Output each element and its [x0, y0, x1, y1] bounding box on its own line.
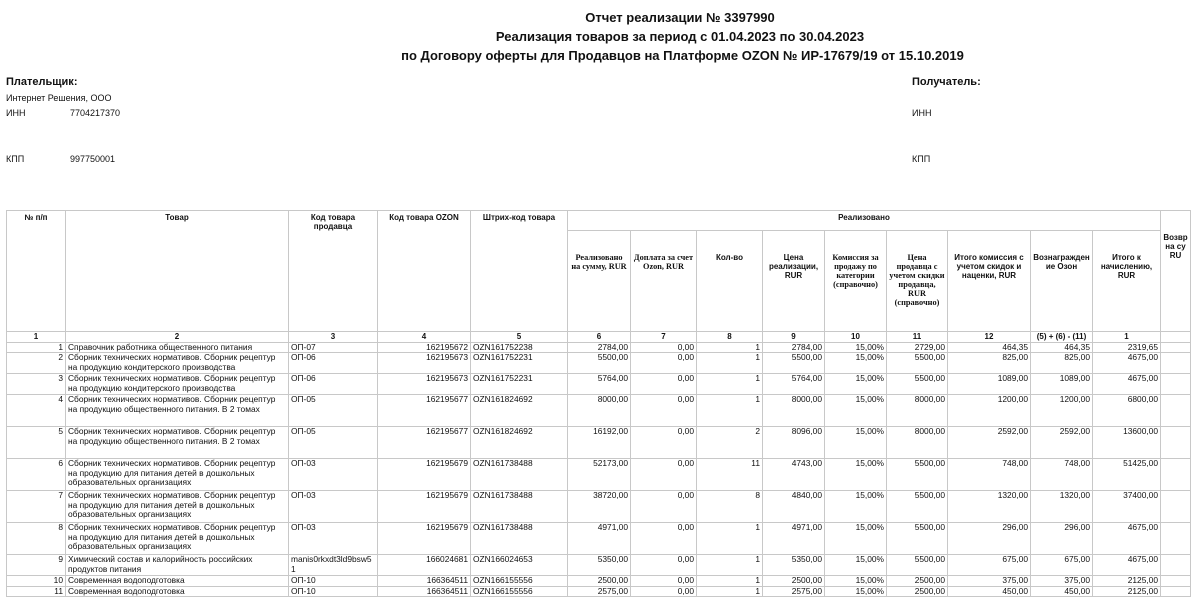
cell-n: 9	[7, 555, 66, 576]
table-row	[7, 459, 1191, 491]
table-row	[7, 491, 1191, 523]
cell-price: 4840,00	[763, 491, 825, 523]
col-number: 2	[66, 332, 289, 343]
cell-price: 8096,00	[763, 427, 825, 459]
report-title	[0, 8, 1200, 65]
cell-n: 7	[7, 491, 66, 523]
col-number: 9	[763, 332, 825, 343]
header-returned: Возвр на су RU	[1161, 211, 1191, 332]
cell-extra: 0,00	[631, 374, 697, 395]
cell-returned	[1161, 576, 1191, 587]
col-number: 10	[825, 332, 887, 343]
cell-qty: 1	[697, 555, 763, 576]
cell-barcode: OZN166024653	[471, 555, 568, 576]
cell-sprice: 8000,00	[887, 427, 948, 459]
cell-total: 4675,00	[1093, 523, 1161, 555]
header-total-commission: Итого комиссия с учетом скидок и наценки, RUR	[948, 231, 1031, 332]
cell-reward: 450,00	[1031, 586, 1093, 597]
cell-seller: ОП-10	[289, 576, 378, 587]
cell-n: 1	[7, 342, 66, 353]
cell-returned	[1161, 374, 1191, 395]
table-row	[7, 523, 1191, 555]
cell-tcomm: 296,00	[948, 523, 1031, 555]
cell-qty: 2	[697, 427, 763, 459]
cell-qty: 11	[697, 459, 763, 491]
cell-extra: 0,00	[631, 395, 697, 427]
cell-comm: 15,00%	[825, 427, 887, 459]
header-realized: Реализовано	[568, 211, 1161, 231]
cell-product: Сборник технических нормативов. Сборник рецептур на продукцию общественного питания. В 2 томах	[66, 427, 289, 459]
cell-qty: 1	[697, 395, 763, 427]
recipient-label: Получатель:	[912, 76, 981, 88]
cell-reward: 1089,00	[1031, 374, 1093, 395]
cell-n: 8	[7, 523, 66, 555]
cell-n: 10	[7, 576, 66, 587]
header-barcode: Штрих-код товара	[471, 211, 568, 332]
cell-reward: 296,00	[1031, 523, 1093, 555]
payer-label: Плательщик:	[6, 76, 78, 88]
col-number	[1161, 332, 1191, 343]
table-row	[7, 374, 1191, 395]
cell-qty: 1	[697, 523, 763, 555]
cell-reward: 464,35	[1031, 342, 1093, 353]
cell-extra: 0,00	[631, 342, 697, 353]
cell-tcomm: 1200,00	[948, 395, 1031, 427]
table-row	[7, 555, 1191, 576]
payer-inn-label: ИНН	[6, 108, 26, 118]
col-number: 11	[887, 332, 948, 343]
cell-tcomm: 2592,00	[948, 427, 1031, 459]
table-row	[7, 395, 1191, 427]
cell-tcomm: 1320,00	[948, 491, 1031, 523]
cell-seller: ОП-05	[289, 427, 378, 459]
header-ozon-extra: Доплата за счет Ozon, RUR	[631, 231, 697, 332]
cell-reward: 375,00	[1031, 576, 1093, 587]
col-number: 3	[289, 332, 378, 343]
cell-ozon: 162195679	[378, 523, 471, 555]
col-number: 8	[697, 332, 763, 343]
cell-returned	[1161, 342, 1191, 353]
cell-product: Сборник технических нормативов. Сборник рецептур на продукцию для питания детей в дошкольных образовательных организациях	[66, 523, 289, 555]
cell-comm: 15,00%	[825, 586, 887, 597]
cell-qty: 1	[697, 576, 763, 587]
header-product: Товар	[66, 211, 289, 332]
title-line-1: Отчет реализации № 3397990	[585, 10, 775, 25]
cell-comm: 15,00%	[825, 555, 887, 576]
cell-total: 51425,00	[1093, 459, 1161, 491]
cell-total: 2125,00	[1093, 576, 1161, 587]
cell-n: 3	[7, 374, 66, 395]
table-row	[7, 342, 1191, 353]
cell-product: Справочник работника общественного питания	[66, 342, 289, 353]
cell-price: 4971,00	[763, 523, 825, 555]
cell-sum: 38720,00	[568, 491, 631, 523]
cell-sprice: 5500,00	[887, 491, 948, 523]
cell-price: 2500,00	[763, 576, 825, 587]
cell-comm: 15,00%	[825, 353, 887, 374]
cell-reward: 1200,00	[1031, 395, 1093, 427]
cell-n: 4	[7, 395, 66, 427]
cell-reward: 825,00	[1031, 353, 1093, 374]
cell-sprice: 2500,00	[887, 576, 948, 587]
col-number: 1	[7, 332, 66, 343]
cell-price: 5350,00	[763, 555, 825, 576]
cell-product: Химический состав и калорийность российских продуктов питания	[66, 555, 289, 576]
cell-product: Современная водоподготовка	[66, 586, 289, 597]
payer-name: Интернет Решения, ООО	[6, 93, 112, 103]
cell-tcomm: 375,00	[948, 576, 1031, 587]
cell-total: 4675,00	[1093, 555, 1161, 576]
cell-extra: 0,00	[631, 523, 697, 555]
cell-sum: 2575,00	[568, 586, 631, 597]
cell-barcode: OZN161752231	[471, 353, 568, 374]
cell-product: Сборник технических нормативов. Сборник рецептур на продукцию кондитерского производства	[66, 353, 289, 374]
col-number: 12	[948, 332, 1031, 343]
cell-tcomm: 675,00	[948, 555, 1031, 576]
cell-returned	[1161, 555, 1191, 576]
cell-price: 5764,00	[763, 374, 825, 395]
table-row	[7, 576, 1191, 587]
cell-barcode: OZN161824692	[471, 395, 568, 427]
payer-kpp-label: КПП	[6, 154, 25, 164]
cell-price: 2784,00	[763, 342, 825, 353]
cell-barcode: OZN166155556	[471, 586, 568, 597]
recipient-inn-label: ИНН	[912, 108, 932, 118]
cell-extra: 0,00	[631, 555, 697, 576]
col-number: 4	[378, 332, 471, 343]
header-ozon-reward: Вознагражден ие Озон	[1031, 231, 1093, 332]
cell-returned	[1161, 586, 1191, 597]
cell-barcode: OZN161752231	[471, 374, 568, 395]
recipient-kpp-label: КПП	[912, 154, 931, 164]
cell-price: 2575,00	[763, 586, 825, 597]
cell-returned	[1161, 523, 1191, 555]
cell-ozon: 166364511	[378, 576, 471, 587]
cell-reward: 675,00	[1031, 555, 1093, 576]
cell-product: Сборник технических нормативов. Сборник рецептур на продукцию для питания детей в дошкольных образовательных организациях	[66, 491, 289, 523]
col-number: 6	[568, 332, 631, 343]
table-row	[7, 586, 1191, 597]
table-body	[7, 342, 1191, 597]
cell-price: 8000,00	[763, 395, 825, 427]
cell-seller: ОП-10	[289, 586, 378, 597]
title-line-3: по Договору оферты для Продавцов на Платформе OZON № ИР-17679/19 от 15.10.2019	[401, 48, 964, 63]
cell-sprice: 5500,00	[887, 374, 948, 395]
cell-seller: ОП-03	[289, 491, 378, 523]
cell-reward: 2592,00	[1031, 427, 1093, 459]
table-header-group	[7, 211, 1191, 231]
cell-tcomm: 748,00	[948, 459, 1031, 491]
cell-barcode: OZN161738488	[471, 523, 568, 555]
col-number: (5) + (6) - (11)	[1031, 332, 1093, 343]
cell-sprice: 5500,00	[887, 353, 948, 374]
header-seller-price: Цена продавца с учетом скидки продавца, RUR (справочно)	[887, 231, 948, 332]
title-line-2: Реализация товаров за период с 01.04.2023 по 30.04.2023	[495, 29, 865, 44]
cell-ozon: 162195679	[378, 491, 471, 523]
cell-extra: 0,00	[631, 459, 697, 491]
col-number: 7	[631, 332, 697, 343]
header-realized-sum: Реализовано на сумму, RUR	[568, 231, 631, 332]
cell-qty: 1	[697, 374, 763, 395]
cell-seller: ОП-05	[289, 395, 378, 427]
cell-comm: 15,00%	[825, 342, 887, 353]
cell-tcomm: 1089,00	[948, 374, 1031, 395]
cell-qty: 1	[697, 342, 763, 353]
cell-seller: ОП-06	[289, 353, 378, 374]
cell-total: 4675,00	[1093, 353, 1161, 374]
cell-ozon: 166024681	[378, 555, 471, 576]
cell-extra: 0,00	[631, 576, 697, 587]
cell-extra: 0,00	[631, 491, 697, 523]
cell-sum: 5500,00	[568, 353, 631, 374]
cell-comm: 15,00%	[825, 459, 887, 491]
cell-price: 5500,00	[763, 353, 825, 374]
cell-qty: 8	[697, 491, 763, 523]
cell-total: 37400,00	[1093, 491, 1161, 523]
header-commission: Комиссия за продажу по категории (справочно)	[825, 231, 887, 332]
column-number-row	[7, 332, 1191, 343]
cell-sum: 5764,00	[568, 374, 631, 395]
cell-extra: 0,00	[631, 353, 697, 374]
cell-barcode: OZN161738488	[471, 491, 568, 523]
cell-total: 4675,00	[1093, 374, 1161, 395]
col-number: 5	[471, 332, 568, 343]
header-seller-code: Код товара продавца	[289, 211, 378, 332]
cell-extra: 0,00	[631, 586, 697, 597]
cell-sum: 16192,00	[568, 427, 631, 459]
payer-inn-value: 7704217370	[70, 108, 121, 118]
cell-comm: 15,00%	[825, 576, 887, 587]
cell-n: 11	[7, 586, 66, 597]
col-number: 1	[1093, 332, 1161, 343]
cell-sprice: 5500,00	[887, 459, 948, 491]
table-row	[7, 427, 1191, 459]
cell-seller: ОП-03	[289, 523, 378, 555]
cell-product: Современная водоподготовка	[66, 576, 289, 587]
cell-ozon: 162195677	[378, 395, 471, 427]
cell-sprice: 2500,00	[887, 586, 948, 597]
table-row	[7, 353, 1191, 374]
cell-product: Сборник технических нормативов. Сборник рецептур на продукцию кондитерского производства	[66, 374, 289, 395]
cell-reward: 748,00	[1031, 459, 1093, 491]
cell-sum: 2784,00	[568, 342, 631, 353]
cell-sum: 8000,00	[568, 395, 631, 427]
cell-comm: 15,00%	[825, 395, 887, 427]
cell-ozon: 162195679	[378, 459, 471, 491]
cell-price: 4743,00	[763, 459, 825, 491]
cell-n: 2	[7, 353, 66, 374]
cell-seller: manis0rkxdt3ld9bsw5 1	[289, 555, 378, 576]
header-num: № п/п	[7, 211, 66, 332]
cell-ozon: 162195677	[378, 427, 471, 459]
cell-sprice: 8000,00	[887, 395, 948, 427]
cell-ozon: 162195672	[378, 342, 471, 353]
cell-product: Сборник технических нормативов. Сборник рецептур на продукцию общественного питания. В 2 томах	[66, 395, 289, 427]
cell-n: 6	[7, 459, 66, 491]
cell-barcode: OZN161738488	[471, 459, 568, 491]
cell-product: Сборник технических нормативов. Сборник рецептур на продукцию для питания детей в дошкольных образовательных организациях	[66, 459, 289, 491]
cell-comm: 15,00%	[825, 374, 887, 395]
cell-sum: 5350,00	[568, 555, 631, 576]
cell-sprice: 5500,00	[887, 555, 948, 576]
cell-returned	[1161, 491, 1191, 523]
cell-sprice: 5500,00	[887, 523, 948, 555]
cell-comm: 15,00%	[825, 523, 887, 555]
cell-tcomm: 825,00	[948, 353, 1031, 374]
cell-total: 6800,00	[1093, 395, 1161, 427]
cell-tcomm: 450,00	[948, 586, 1031, 597]
sales-report-table	[6, 210, 1191, 597]
cell-barcode: OZN166155556	[471, 576, 568, 587]
cell-sum: 52173,00	[568, 459, 631, 491]
cell-comm: 15,00%	[825, 491, 887, 523]
cell-returned	[1161, 427, 1191, 459]
header-price: Цена реализации, RUR	[763, 231, 825, 332]
cell-ozon: 162195673	[378, 353, 471, 374]
cell-tcomm: 464,35	[948, 342, 1031, 353]
cell-total: 13600,00	[1093, 427, 1161, 459]
cell-seller: ОП-03	[289, 459, 378, 491]
cell-extra: 0,00	[631, 427, 697, 459]
cell-sum: 2500,00	[568, 576, 631, 587]
cell-n: 5	[7, 427, 66, 459]
cell-returned	[1161, 395, 1191, 427]
cell-reward: 1320,00	[1031, 491, 1093, 523]
cell-qty: 1	[697, 353, 763, 374]
cell-total: 2125,00	[1093, 586, 1161, 597]
cell-sum: 4971,00	[568, 523, 631, 555]
cell-barcode: OZN161752238	[471, 342, 568, 353]
cell-ozon: 166364511	[378, 586, 471, 597]
cell-total: 2319,65	[1093, 342, 1161, 353]
cell-seller: ОП-07	[289, 342, 378, 353]
header-ozon-code: Код товара OZON	[378, 211, 471, 332]
header-qty: Кол-во	[697, 231, 763, 332]
cell-qty: 1	[697, 586, 763, 597]
cell-returned	[1161, 353, 1191, 374]
payer-kpp-value: 997750001	[70, 154, 116, 164]
cell-sprice: 2729,00	[887, 342, 948, 353]
cell-barcode: OZN161824692	[471, 427, 568, 459]
header-total-accrued: Итого к начислению, RUR	[1093, 231, 1161, 332]
cell-seller: ОП-06	[289, 374, 378, 395]
cell-ozon: 162195673	[378, 374, 471, 395]
cell-returned	[1161, 459, 1191, 491]
